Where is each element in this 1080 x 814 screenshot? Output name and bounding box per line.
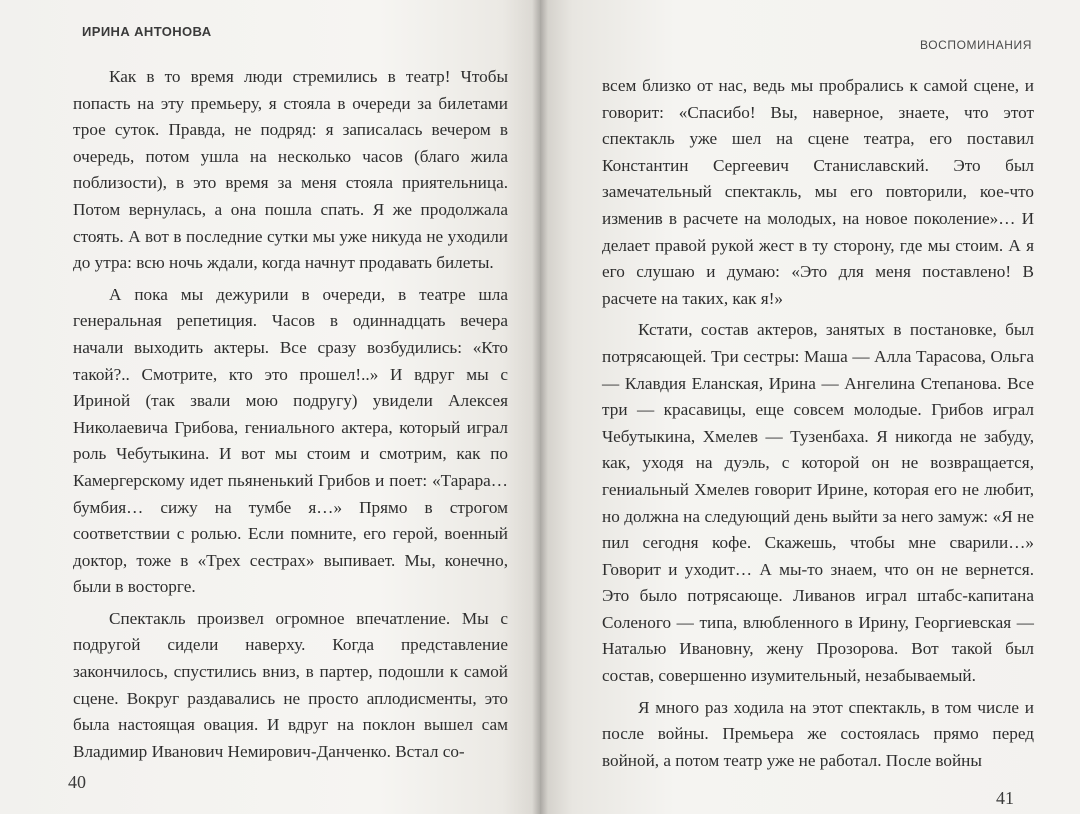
paragraph: Спектакль произвел огромное впечатление. Мы с подругой сидели наверху. Когда представление закончилось, спустились вниз, в партер, подошли к самой сцене. Вокруг раздавались не просто аплодисменты, это была настоящая овация. И вдруг на поклон вышел сам Владимир Иванович Немирович-Данченко. Встал со- xyxy=(73,608,508,761)
paragraph: Я много раз ходила на этот спектакль, в том числе и после войны. Премьера же состоялась прямо перед войной, а потом театр уже не работал. После войны xyxy=(602,697,1034,770)
page-number: 40 xyxy=(68,772,86,792)
running-head-title: ВОСПОМИНАНИЯ xyxy=(919,38,1032,52)
paragraph: Кстати, состав актеров, занятых в постановке, был потрясающей. Три сестры: Маша — Алла Тарасова, Ольга — Клавдия Еланская, Ирина — Ангелина Степанова. Все три — красавицы, еще совсем молодые. Грибов играл Чебутыкина, Хмелев — Тузенбаха. Я никогда не забуду, как, уходя на дуэль, с которой он не возвращается, гениальный Хмелев говорит Ирине, которая его не любит, но должна на следующий день выйти за него замуж: «Я не пил сегодня кофе. Скажешь, чтобы мне сварили…» Говорит и уходит… А мы-то знаем, что он не вернется. Это было потрясающе. Ливанов играл штабс-капитана Соленого — типа, влюбленного в Ирину, Георгиевская — Наталью Ивановну, жену Прозорова. Вот такой был состав, совершенно изумительный, незабываемый. xyxy=(602,320,1034,686)
running-head-author: ИРИНА АНТОНОВА xyxy=(82,24,212,39)
page-number: 41 xyxy=(996,788,1014,808)
paragraph: Как в то время люди стремились в театр! Чтобы попасть на эту премьеру, я стояла в очереди за билетами трое суток. Правда, не подряд: я записалась вечером в очередь, потом ушла на несколько часов (благо жила поблизости), в это время за меня стояла приятельница. Потом вернулась, а она пошла спать. Я же продолжала стоять. А вот в последние сутки мы уже никуда не уходили до утра: всю ночь ждали, когда начнут продавать билеты. xyxy=(73,67,508,273)
paragraph: всем близко от нас, ведь мы пробрались к самой сцене, и говорит: «Спасибо! Вы, наверное, знаете, что этот спектакль уже шел на сцене театра, его поставил Константин Сергеевич Станиславский. Это был замечательный спектакль, мы его повторили, кое-что изменив в расчете на молодых, на новое поколение»… И делает правой рукой жест в ту сторону, где мы стоим. А я его слушаю и думаю: «Это для меня поставлено! В расчете на таких, как я!» xyxy=(602,76,1034,308)
left-page-body xyxy=(73,64,508,765)
book-gutter xyxy=(532,0,548,814)
right-page xyxy=(540,0,1080,814)
paragraph: А пока мы дежурили в очереди, в театре шла генеральная репетиция. Часов в одиннадцать вечера начали выходить актеры. Все сразу возбудились: «Кто такой?.. Смотрите, кто это прошел!..» И вдруг мы с Ириной (так звали мою подругу) увидели Алексея Николаевича Грибова, гениального актера, который играл роль Чебутыкина. И вот мы стоим и смотрим, как по Камергерскому идет пьяненький Грибов и поет: «Тарара… бумбия… сижу на тумбе я…» Прямо в строгом соответствии с ролью. Если помните, его герой, военный доктор, тоже в «Трех сестрах» выпивает. Мы, конечно, были в восторге. xyxy=(73,284,508,597)
right-page-body xyxy=(602,73,1034,774)
